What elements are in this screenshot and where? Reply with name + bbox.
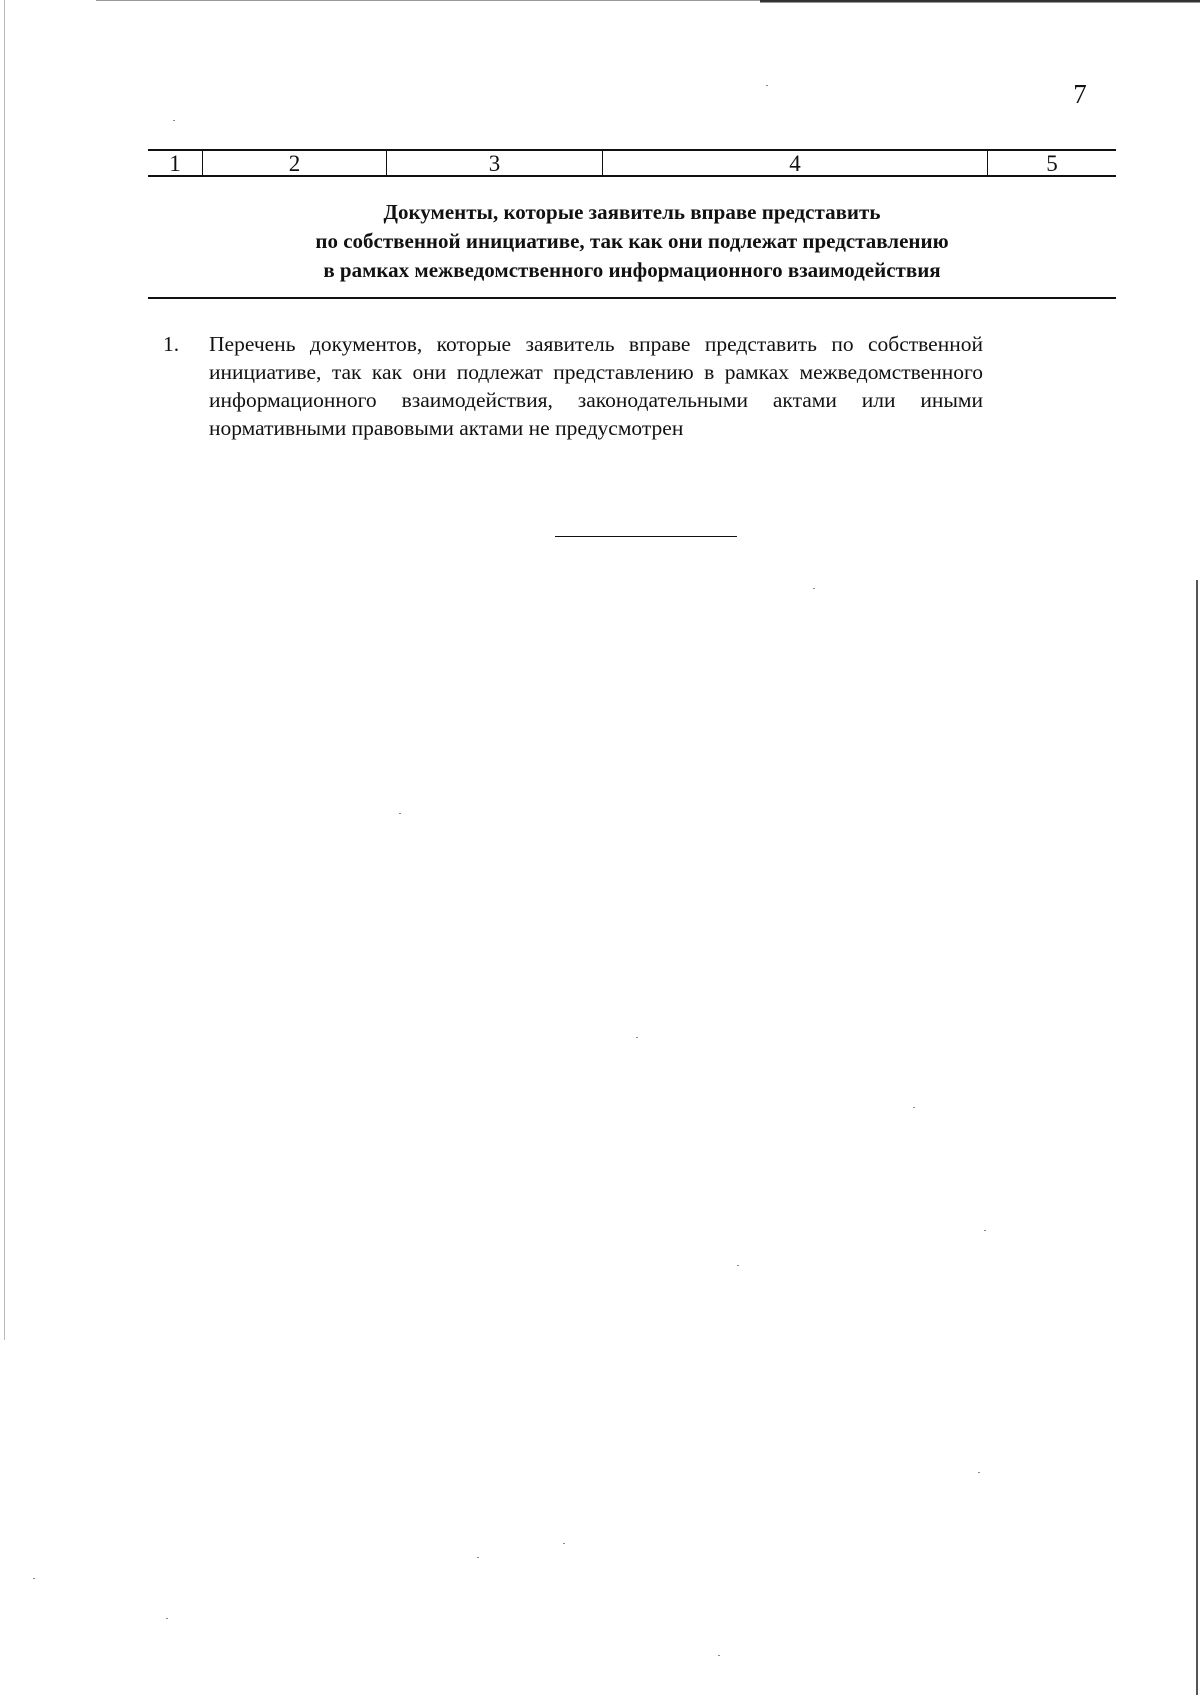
scan-speck	[636, 1037, 638, 1038]
section-heading	[148, 198, 1116, 285]
scan-speck	[399, 813, 401, 814]
scan-speck	[166, 1618, 168, 1619]
column-number-cell: 2	[203, 151, 387, 175]
section-divider	[148, 297, 1116, 299]
section-heading-line: по собственной инициативе, так как они подлежат представлению	[315, 229, 949, 253]
scan-speck	[718, 1655, 720, 1656]
scan-speck	[813, 588, 815, 589]
scan-speck	[563, 1543, 565, 1544]
scan-speck	[978, 1472, 980, 1473]
column-number-cell: 1	[148, 151, 203, 175]
list-item-text: Перечень документов, которые заявитель вправе представить по собственной инициативе, так как они подлежат представлению в рамках межведомственного информационного взаимодействия, законодательными актами или иными нормативными правовыми актами не предусмотрен	[209, 332, 983, 440]
scan-edge-right	[1196, 580, 1198, 1695]
page-number: 7	[1073, 79, 1087, 109]
list-item-number: 1.	[163, 332, 180, 356]
column-number-cell: 3	[387, 151, 603, 175]
scan-edge-left	[4, 0, 5, 1340]
column-number-cell: 5	[1046, 151, 1058, 176]
end-of-section-rule	[555, 536, 737, 537]
column-number-row	[148, 149, 1116, 177]
scan-speck	[737, 1265, 739, 1266]
column-number-cell: 4	[603, 151, 988, 175]
section-heading-line: в рамках межведомственного информационного взаимодействия	[323, 258, 941, 282]
scan-speck	[766, 85, 768, 86]
scan-edge-top-shadow	[760, 0, 1200, 5]
scan-speck	[33, 1578, 35, 1579]
list-item	[163, 330, 983, 442]
section-heading-line: Документы, которые заявитель вправе представить	[383, 200, 881, 224]
scan-speck	[913, 1107, 915, 1108]
scan-speck	[984, 1230, 986, 1231]
scan-speck	[173, 120, 175, 121]
scan-speck	[477, 1557, 479, 1558]
